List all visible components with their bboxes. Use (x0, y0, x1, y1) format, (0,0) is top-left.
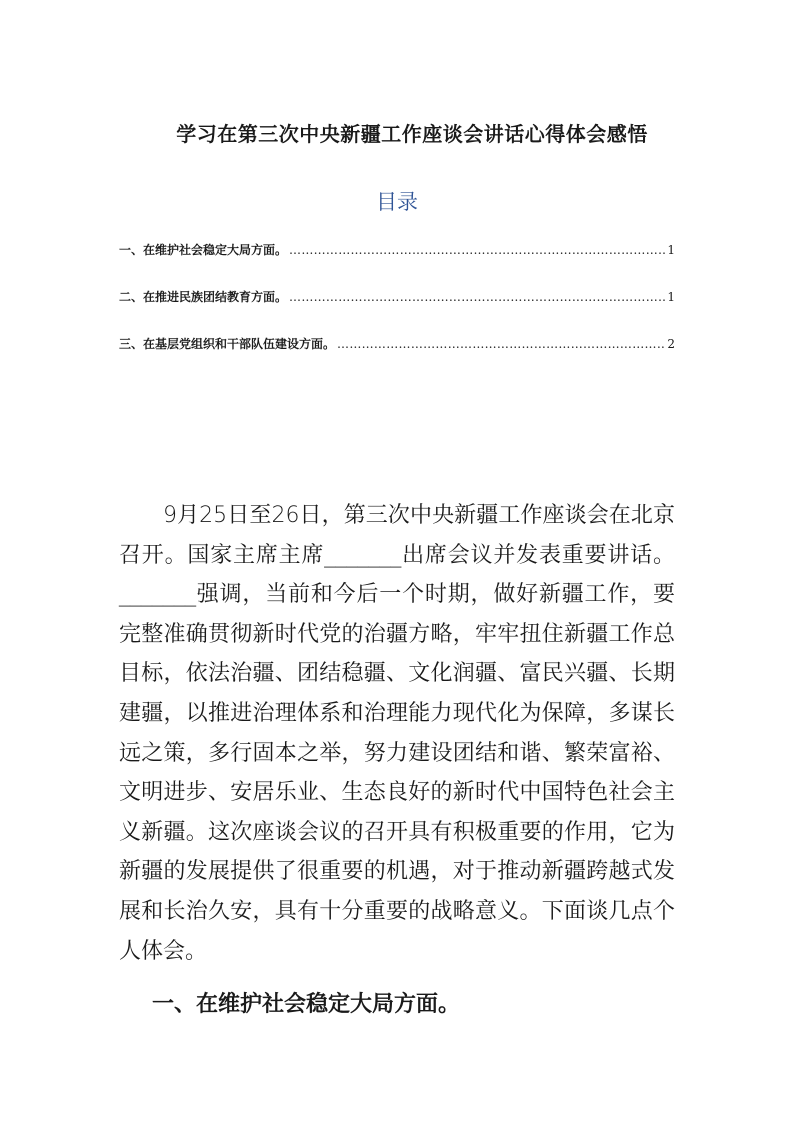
body-paragraph: 9月25日至26日，第三次中央新疆工作座谈会在北京召开。国家主席主席_______出席会议并发表重要讲话。_______强调，当前和今后一个时期，做好新疆工作，要完整准确贯彻新时代党的治疆方略，牢牢扭住新疆工作总目标，依法治疆、团结稳疆、文化润疆、富民兴疆、长期建疆，以推进治理体系和治理能力现代化为保障，多谋长远之策，多行固本之举，努力建设团结和谐、繁荣富裕、文明进步、安居乐业、生态良好的新时代中国特色社会主义新疆。这次座谈会议的召开具有积极重要的作用，它为新疆的发展提供了很重要的机遇，对于推动新疆跨越式发展和长治久安，具有十分重要的战略意义。下面谈几点个人体会。 (119, 503, 675, 964)
toc-entry-page: 1 (667, 243, 675, 257)
toc-entry-3[interactable] (119, 335, 675, 359)
toc-leader-dots (289, 243, 665, 257)
toc-entry-2[interactable] (119, 288, 675, 312)
toc-entry-page: 2 (667, 337, 675, 351)
toc-entry-label: 二、在推进民族团结教育方面。 (119, 290, 288, 304)
toc-entry-label: 一、在维护社会稳定大局方面。 (119, 243, 288, 257)
table-of-contents (119, 241, 675, 382)
toc-leader-dots (337, 337, 665, 351)
section-heading-1: 一、在维护社会稳定大局方面。 (152, 991, 461, 1017)
toc-entry-label: 三、在基层党组织和干部队伍建设方面。 (119, 337, 336, 351)
document-title: 学习在第三次中央新疆工作座谈会讲话心得体会感悟 (176, 122, 648, 146)
toc-heading: 目录 (376, 190, 418, 214)
toc-leader-dots (289, 290, 665, 304)
toc-entry-page: 1 (667, 290, 675, 304)
toc-entry-1[interactable] (119, 241, 675, 265)
